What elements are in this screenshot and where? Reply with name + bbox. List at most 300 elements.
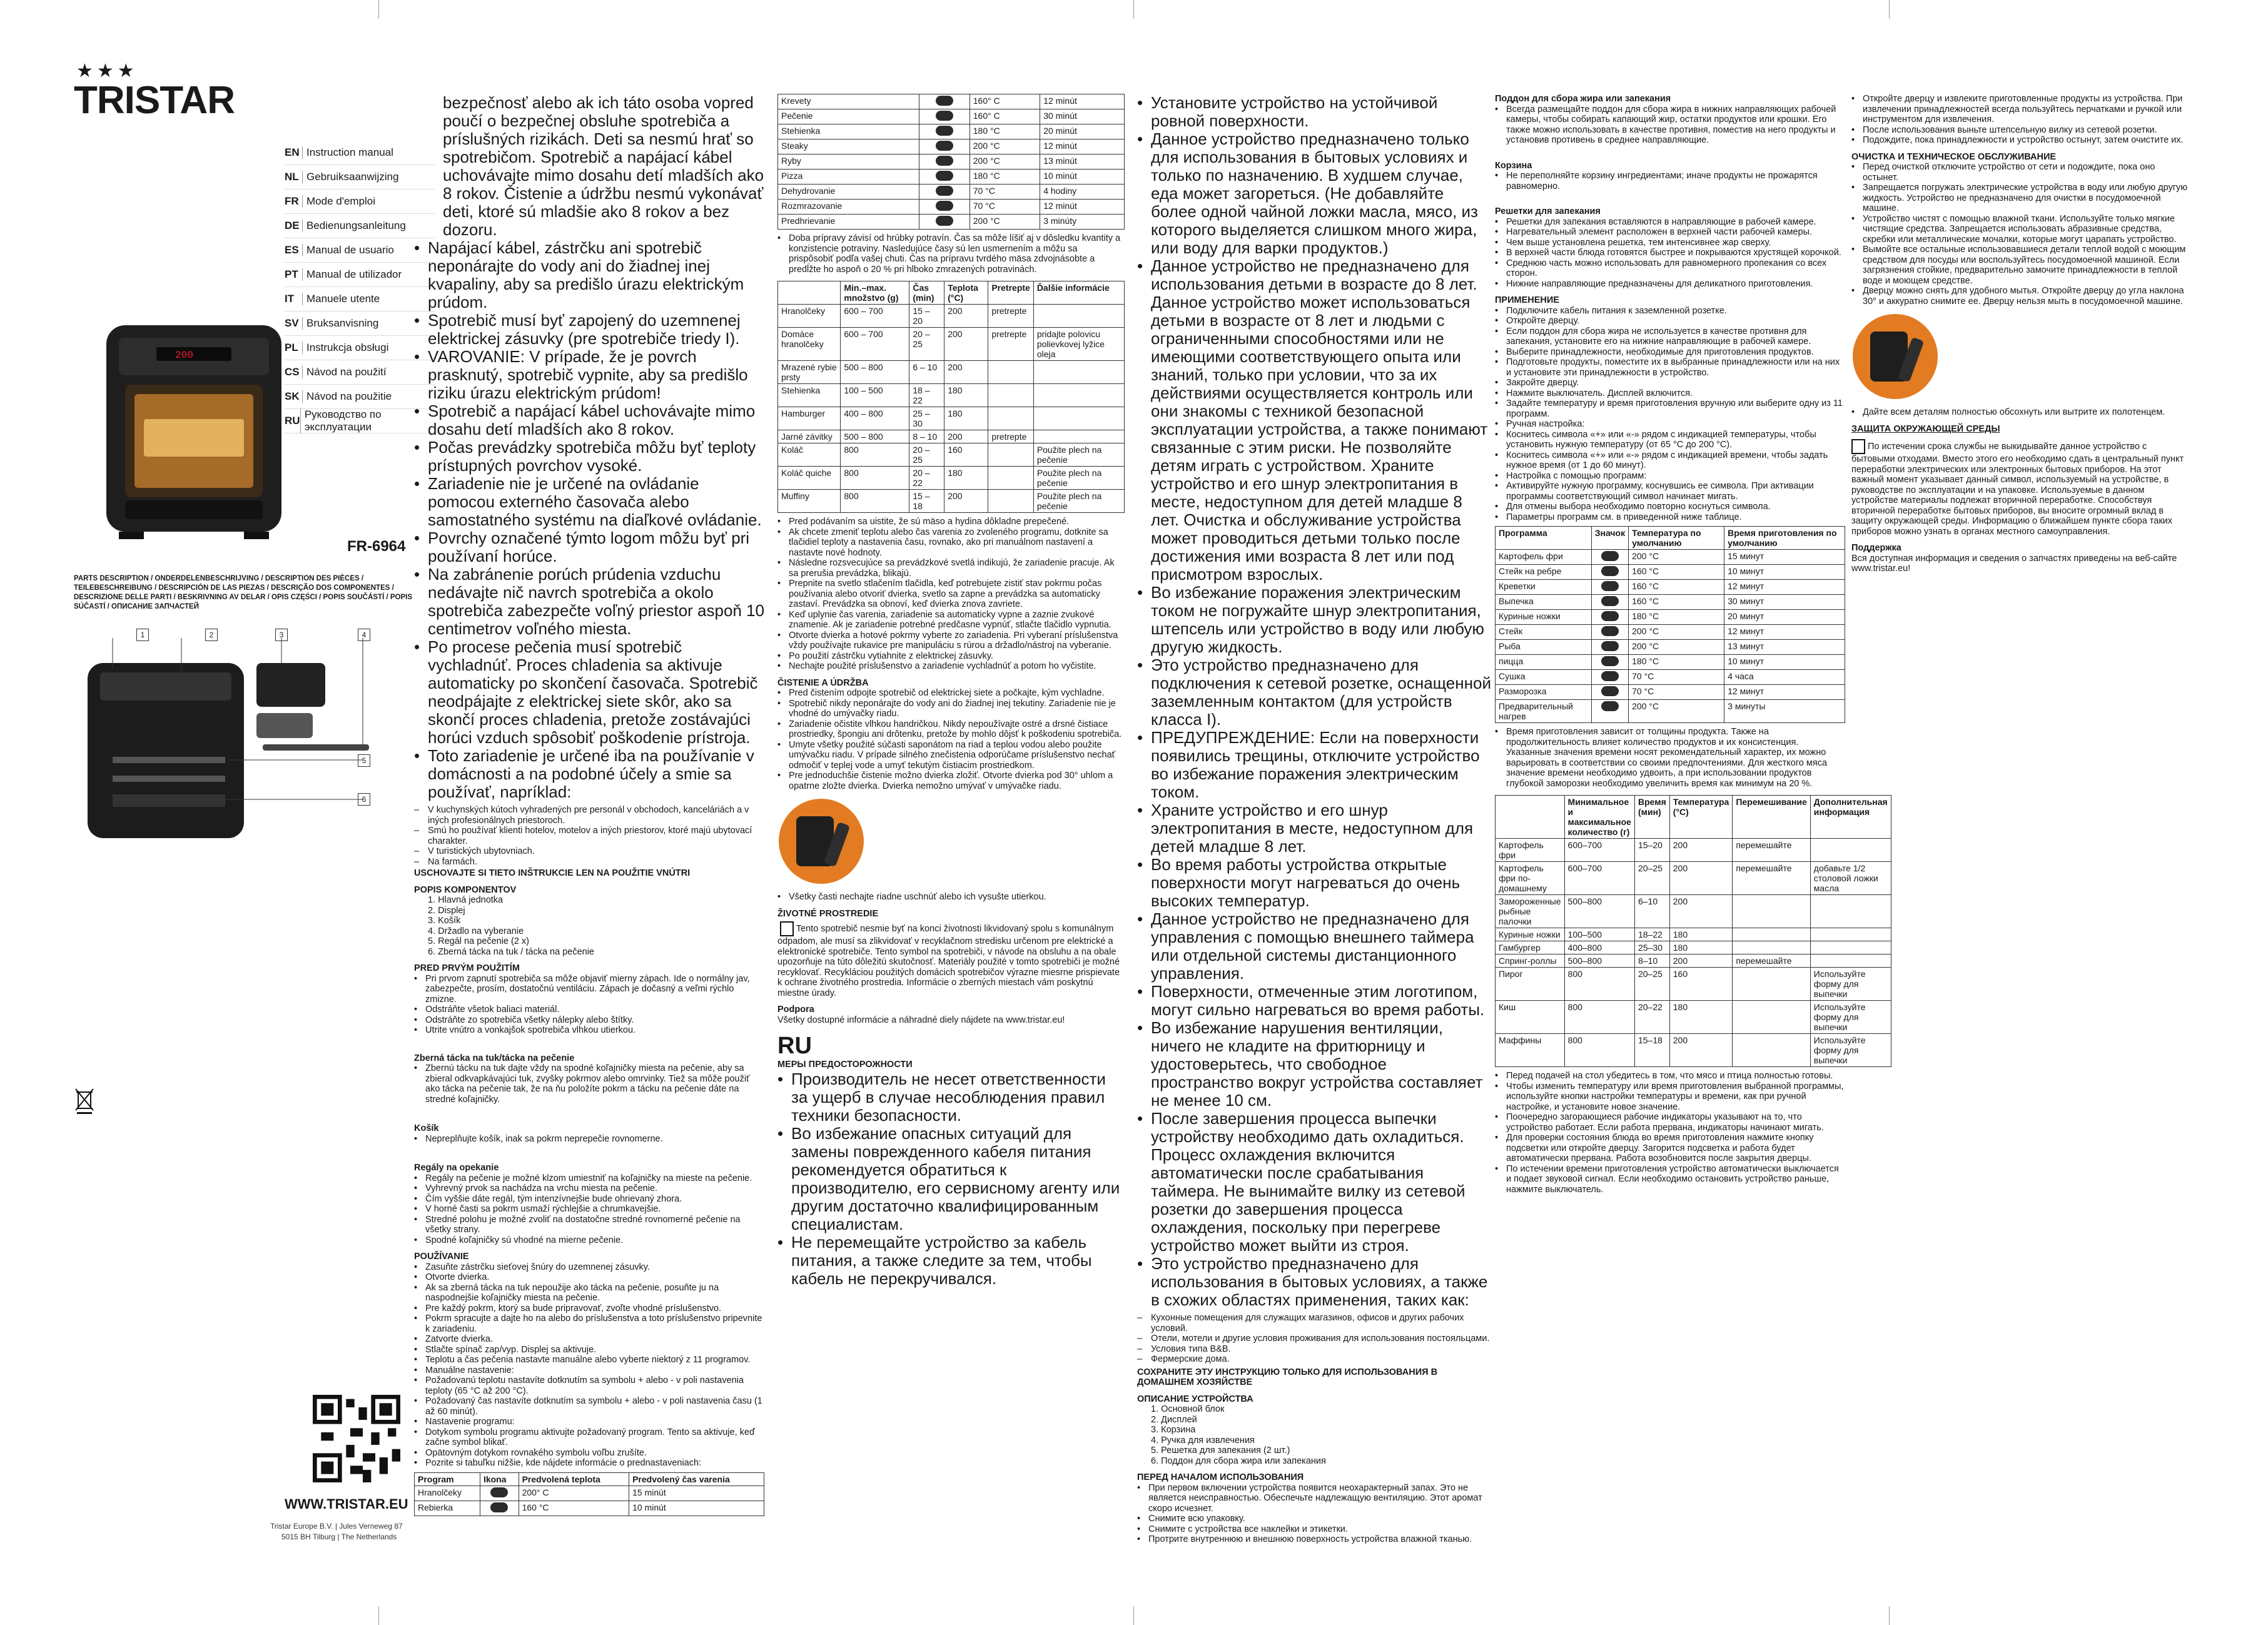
table-cell: 70 °C [1629,670,1724,685]
table-cell: 500–800 [1564,895,1634,928]
table-cell: Koláč quiche [778,467,841,490]
list-item: • По истечении времени приготовления устройство автоматически выключается и подает звуковой сигнал. Если необходимо остановить устройство раньше, нажмите выключатель. [1495,1164,1845,1195]
list-item: • Это устройство предназначено для подключения к сетевой розетке, оснащенной заземленным контактом (для устройств класса I). [1137,656,1494,729]
list-item: • Выберите принадлежности, необходимые для приготовления продуктов. [1495,347,1845,358]
table-cell: 25 – 30 [909,407,944,430]
table-cell: 20 – 22 [909,467,944,490]
table-cell: 160 °C [1629,580,1724,595]
table-cell: 160 °C [1629,595,1724,610]
language-label: Manual de utilizador [302,268,402,281]
callout-4: 4 [358,629,370,641]
list-item: • Pred čistením odpojte spotrebič od elektrickej siete a počkajte, kým vychladne. [777,688,1125,699]
table-cell: 180 °C [969,124,1040,139]
list-item: 5. Regál na pečenie (2 x) [428,936,530,946]
table-cell: Steaky [778,139,919,154]
table-row [1496,895,1891,928]
sk-clean-heading: ČISTENIE A ÚDRŽBA [777,677,869,688]
list-item: • Spotrebič nikdy neponárajte do vody ani do žiadnej inej tekutiny. Zariadenie nie je vhodné do umývačky riadu. [777,699,1125,719]
list-item: • Производитель не несет ответственности за ущерб в случае несоблюдения правил техники безопасности. [777,1070,1125,1125]
list-item: • Manuálne nastavenie: [414,1365,764,1376]
list-item: • Это устройство предназначено для использования в бытовых условиях, а также в схожих областях применения, таких как: [1137,1255,1494,1309]
table-header: Перемешивание [1733,796,1810,839]
table-cell: 20 – 25 [909,328,944,361]
table-cell: 15–20 [1634,839,1669,862]
table-row [1496,862,1891,895]
sk-use-heading: POUŽÍVANIE [414,1252,469,1262]
language-code: DE [285,220,300,231]
table-cell: 70 °C [969,200,1040,215]
ru-tray-heading: Поддон для сбора жира или запекания [1495,94,1671,104]
list-item: • Нагревательный элемент расположен в верхней части рабочей камеры. [1495,227,1845,238]
list-item: • Храните устройство и его шнур электропитания в месте, недоступном для детей младше 8 лет. [1137,801,1494,856]
table-row [778,430,1125,443]
table-cell [919,200,969,215]
table-cell: 20–25 [1634,968,1669,1001]
table-row [1496,565,1845,580]
table-cell: 200 [944,361,988,384]
table-cell: 200 °C [969,154,1040,170]
ru-parts-list [1137,1404,1494,1466]
table-cell: Стейк на ребре [1496,565,1592,580]
table-cell: Muffiny [778,490,841,513]
list-item: 4. Držadlo na vyberanie [428,926,524,936]
callout-5: 5 [358,754,370,767]
table-cell: 12 минут [1724,685,1845,700]
table-header: Ďalšie informácie [1033,281,1124,305]
list-item: • Данное устройство не предназначено для управления с помощью внешнего таймера или отдельной системы дистанционного управления. [1137,910,1494,983]
list-item: • После завершения процесса выпечки устройству необходимо дать охладиться. Процесс охлаждения включится автоматически после срабатывания таймера. Не вынимайте вилку из сетевой розетки до завершения процесса охлаждения, поскольку при перегреве устройство может выйти из строя. [1137,1110,1494,1255]
table-cell: 160 [944,443,988,467]
table-row [778,467,1125,490]
language-item [285,165,435,190]
list-item: • Umyte všetky použité súčasti saponátom na riad a teplou vodou alebo použite umývačku riadu. V prípade silného znečistenia odporúčame príslušenstvo nechať odmočiť v teplej vode a umyť tekutým čistiacim prostriedkom. [777,740,1125,771]
table-row [778,170,1125,185]
weee-bin-icon [1851,439,1865,454]
table-cell: Hamburger [778,407,841,430]
table-row [778,94,1125,109]
table-cell: 200 [1669,839,1733,862]
table-cell [919,109,969,124]
list-item: 6. Zberná tácka na tuk / tácka na pečenie [428,946,594,957]
list-item: • Активируйте нужную программу, коснувшись ее символа. При активации программы соответствующий символ начинает мигать. [1495,481,1845,502]
table-header: Teplota (°C) [944,281,988,305]
ru-section-title: RU [777,1033,812,1059]
table-cell: 20 минут [1724,610,1845,625]
list-item: • VAROVANIE: V prípade, že je povrch prasknutý, spotrebič vypnite, aby sa predišlo riziku úrazu elektrickým prúdom! [414,348,764,402]
list-item: • Nechajte použité príslušenstvo a zariadenie vychladnúť a potom ho vyčistite. [777,661,1125,672]
table-header [778,281,841,305]
list-item: • Снимите всю упаковку. [1137,1514,1494,1524]
table-cell: 600 – 700 [841,328,909,361]
list-item: • Ручная настройка: [1495,419,1845,430]
language-code: EN [285,146,300,158]
list-item: • Otvorte dvierka a hotové pokrmy vyberte zo zariadenia. Pri vyberaní príslušenstva vždy používajte rukavice pre manipuláciu s rúrou a držadlo/nástroj na vyberanie. [777,630,1125,651]
ru-parts-heading: ОПИСАНИЕ УСТРОЙСТВА [1137,1394,1253,1404]
table-cell [1033,384,1124,407]
table-cell: pretrepte [988,328,1033,361]
table-row [778,200,1125,215]
list-item: • Zariadenie nie je určené na ovládanie pomocou externého časovača alebo samostatného systému na diaľkové ovládanie. [414,475,764,529]
table-row [778,124,1125,139]
address-line-2: 5015 BH Tilburg | The Netherlands [281,1532,397,1541]
table-header: Ikona [480,1472,519,1486]
table-cell: Используйте форму для выпечки [1810,968,1891,1001]
table-row [778,154,1125,170]
program-icon [1601,566,1619,576]
list-item: • Ak chcete zmeniť teplotu alebo čas varenia zo zvoleného programu, dotknite sa tlačidiel teploty a nastavenia času, rovnako, ako pri manuálnom nastavení a nastavte nové hodnoty. [777,527,1125,559]
program-icon [1601,656,1619,666]
list-item: • Данное устройство предназначено только для использования в бытовых условиях и только по назначению. В худшем случае, еда может загореться. (Не добавляйте более одной чайной ложки масла, мясо, из которого выделяется слишком много жира, или воду для варки продуктов.) [1137,130,1494,257]
table-row [415,1501,764,1516]
list-item: – Отели, мотели и другие условия проживания для использования постояльцами. [1137,1334,1494,1344]
program-icon [490,1487,508,1497]
sk-keep-heading: USCHOVAJTE SI TIETO INŠTRUKCIE LEN NA POUŽITIE VNÚTRI [414,868,691,878]
table-cell: 200 °C [969,215,1040,230]
program-icon [1601,671,1619,681]
language-item [285,214,435,238]
list-item: • Ak sa zberná tácka na tuk nepoužije ako tácka na pečenie, posuňte ju na naspodnejšie koľajničky miesta na pečenie. [414,1283,764,1304]
table-cell [480,1486,519,1501]
table-cell [480,1501,519,1516]
table-cell: 200 °C [1629,625,1724,640]
list-item: • Spotrebič a napájací kábel uchovávajte mimo dosahu detí mladších ako 8 rokov. [414,402,764,438]
table-cell: Киш [1496,1001,1565,1034]
language-item [285,263,435,287]
table-cell: Картофель фри по-домашнему [1496,862,1565,895]
ru-env-heading: ЗАЩИТА ОКРУЖАЮЩЕЙ СРЕДЫ [1851,423,2000,434]
table-row [415,1486,764,1501]
table-cell: 200 [944,305,988,328]
program-icon [1601,611,1619,621]
program-icon [936,186,953,196]
table-cell: Koláč [778,443,841,467]
program-icon [936,126,953,136]
sk-env-body: Tento spotrebič nesmie byť na konci životnosti likvidovaný spolu s komunálnym odpadom, ale musí sa zlikvidovať v recyklačnom stredisku určenom pre elektrické a elektronické spotrebiče. Tento symbol na spotrebiči, v návode na obsluhu a na obale upozorňuje na túto dôležitú skutočnosť. Materiály použité v tomto spotrebiči je možné recyklovať. Recykláciou použitých domácich spotrebičov výrazne miesrne prispievate k ochrane životného prostredia. Informácie o zberných miestach vám poskytnú miestne úrady. [777,923,1120,998]
sk-dash-list [414,805,764,867]
table-cell [1033,361,1124,384]
table-cell: 200 °C [1629,640,1724,655]
list-item: • Regály na pečenie je možné klzom umiestniť na koľajničky na mieste na pečenie. [414,1173,764,1184]
table-row [1496,1001,1891,1034]
table-cell: 6 – 10 [909,361,944,384]
table-cell: Куриные ножки [1496,928,1565,941]
list-item: • Zbernú tácku na tuk dajte vždy na spodné koľajničky miesta na pečenie, aby sa zbieral odkvapkávajúci tuk, zvyšky pokrmov alebo omrvinky. Tiež sa môže použiť ako tácka na pečenie tak, že na ňu položíte pokrm a tácku na pečenie dáte na stredné koľajničky. [414,1063,764,1105]
table-cell: 600–700 [1564,839,1634,862]
language-code: RU [285,415,300,427]
language-item [285,336,435,360]
table-cell: 200 [1669,954,1733,968]
list-item: • Откройте дверцу. [1495,316,1845,327]
website[interactable]: WWW.TRISTAR.EU [285,1496,408,1512]
ru-tray-list [1495,104,1845,146]
table-cell: 180 [1669,928,1733,941]
table-cell: pretrepte [988,430,1033,443]
table-cell [1033,305,1124,328]
ru-use-list [1495,306,1845,523]
table-row [1496,954,1891,968]
list-item: • Подготовьте продукты, поместите их в выбранные принадлежности или на них и установите эти принадлежности в устройство. [1495,357,1845,378]
table-cell: 500 – 800 [841,430,909,443]
table-cell: 180 [944,407,988,430]
table-cell: 200° C [519,1486,629,1501]
program-icon [936,96,953,106]
language-code: ES [285,244,299,256]
table-cell: 800 [1564,968,1634,1001]
list-item: 6. Поддон для сбора жира или запекания [1151,1455,1326,1466]
list-item: • Вымойте все остальные использовавшиеся детали теплой водой с моющим средством для посуды или воспользуйтесь посудомоечной машиной. Если загрязнения стойкие, предварительно замочите принадлежности в теплой воде и моющем средстве. [1851,245,2189,286]
sk-operation-list [777,517,1125,672]
list-item: • V horné časti sa pokrm usmaží rýchlejšie a chrumkavejšie. [414,1204,764,1215]
table-cell: Dehydrovanie [778,185,919,200]
program-icon [490,1502,508,1512]
sk-racks-heading: Regály na opekanie [414,1163,499,1173]
ru-dash-list [1137,1313,1494,1365]
ru-basket-list [1495,171,1845,191]
parts-heading: PARTS DESCRIPTION / ONDERDELENBESCHRIJVING / DESCRIPTION DES PIÈCES / TEILEBESCHREIBUNG / DESCRIPCIÓN DE LAS PIEZAS / DESCRIÇÃO DOS COMPONENTES / DESCRIZIONE DELLE PARTI / BESKRIVNING AV DELAR / OPIS CZĘŚCI / POPIS SOUČÁSTÍ / POPIS SÚČASTÍ / ОПИСАНИЕ ЗАПЧАСТЕЙ [74,575,412,610]
language-code: SV [285,317,299,329]
table-cell: 15 – 18 [909,490,944,513]
ru-use-heading: ПРИМЕНЕНИЕ [1495,295,1559,305]
table-row [778,407,1125,430]
table-cell: 800 [841,443,909,467]
list-item: • Pokrm spracujte a dajte ho na alebo do príslušenstva a toto príslušenstvo pripevnite k zariadeniu. [414,1314,764,1334]
table-header: Predvolený čas varenia [629,1472,764,1486]
list-item: • Поверхности, отмеченные этим логотипом, могут сильно нагреваться во время работы. [1137,983,1494,1019]
table-cell: добавьте 1/2 столовой ложки масла [1810,862,1891,895]
list-item: • Pre každý pokrm, ktorý sa bude pripravovať, zvoľte vhodné príslušenstvo. [414,1304,764,1314]
list-item: • Подождите, пока принадлежности и устройство остынут, затем очистите их. [1851,135,2189,146]
table-cell: 30 минут [1724,595,1845,610]
table-row [778,384,1125,407]
language-item [285,287,435,311]
table-cell: Krevety [778,94,919,109]
table-cell: перемешайте [1733,862,1810,895]
qr-code [313,1395,400,1482]
list-item: • Počas prevádzky spotrebiča môžu byť teploty prístupných povrchov vysoké. [414,438,764,475]
table-cell: 20 minút [1040,124,1125,139]
table-cell: Выпечка [1496,595,1592,610]
table-cell: 3 минуты [1724,700,1845,723]
table-cell [1733,1001,1810,1034]
list-item: • Pre jednoduchšie čistenie možno dvierka zložiť. Otvorte dvierka pod 30° uhlom a opatrne zložte dvierka. Dvierka nemožno umývať v umývačke riadu. [777,771,1125,791]
table-row [778,305,1125,328]
product-image [81,313,306,550]
list-item: • Коснитесь символа «+» или «-» рядом с индикацией температуры, чтобы установить нужную температуру (от 65 °C до 200 °C). [1495,430,1845,450]
language-item [285,238,435,263]
list-item: • Zasuňte zástrčku sieťovej šnúry do uzemnenej zásuvky. [414,1262,764,1273]
table-cell: 180 °C [1629,610,1724,625]
list-item: • Нажмите выключатель. Дисплей включится. [1495,388,1845,399]
language-item [285,190,435,214]
sk-parts-list [414,895,764,957]
table-cell: 15–18 [1634,1034,1669,1067]
weee-bin-icon [74,1087,95,1115]
list-item: • Požadovanú teplotu nastavíte dotknutím sa symbolu + alebo - v poli nastavenia teploty (65 °C až 200 °C). [414,1375,764,1396]
language-label: Instrukcja obsługi [302,342,388,354]
ru-safety-list-b [1137,94,1494,1309]
table-row [1496,1034,1891,1067]
table-cell: 180 [1669,941,1733,954]
table-cell: 500 – 800 [841,361,909,384]
ru-support-heading: Поддержка [1851,543,1901,553]
ru-clean-after: • Дайте всем деталям полностью обсохнуть или вытрите их полотенцем. [1851,407,2189,418]
program-icon [936,156,953,166]
table-cell [988,467,1033,490]
table-cell: Predhrievanie [778,215,919,230]
language-code: CS [285,366,300,378]
list-item: • Чем выше установлена решетка, тем интенсивнее жар сверху. [1495,238,1845,248]
column-sk-2 [777,94,1125,1595]
table-cell: Použite plech na pečenie [1033,467,1124,490]
list-item: • Откройте дверцу и извлеките приготовленные продукты из устройства. При извлечении принадлежностей всегда пользуйтесь перчатками и ручкой или инструментом для извлечения. [1851,94,2189,125]
sk-first-use-heading: PRED PRVÝM POUŽITÍM [414,963,520,973]
ru-basket-heading: Корзина [1495,160,1532,171]
table-cell [1591,610,1628,625]
table-header: Pretrepte [988,281,1033,305]
table-cell [1733,968,1810,1001]
program-icon [1601,596,1619,606]
table-cell: Креветки [1496,580,1592,595]
address-line-1: Tristar Europe B.V. | Jules Verneweg 87 [270,1522,403,1531]
table-cell [1733,1034,1810,1067]
callout-2: 2 [205,629,218,641]
list-item: • Установите устройство на устойчивой ровной поверхности. [1137,94,1494,130]
ru-safety-list-a [777,1070,1125,1288]
table-cell: Hranolčeky [415,1486,480,1501]
sk-safety-cont: bezpečnosť alebo ak ich táto osoba vopred poučí o bezpečnej obsluhe spotrebiča a príslušných rizikách. Deti sa nesmú hrať so spotrebičom. Spotrebič a napájací kábel uchovávajte mimo dosahu detí mladších ako 8 rokov. Čistenie a údržbu nesmú vykonávať deti, ktoré sú mladšie ako 8 rokov a bez dozoru. [443,93,764,239]
language-label: Návod na použitie [302,390,392,403]
table-cell: Замороженные рыбные палочки [1496,895,1565,928]
language-label: Bedienungsanleitung [302,220,406,232]
table-cell: 25–30 [1634,941,1669,954]
table-cell: Stehienka [778,124,919,139]
list-item: • Снимите с устройства все наклейки и этикетки. [1137,1524,1494,1535]
table-cell: 20 – 25 [909,443,944,467]
table-cell [1591,655,1628,670]
list-item: • Для отмены выбора необходимо повторно коснуться символа. [1495,502,1845,512]
list-item: • Následne rozsvecujúce sa prevádzkové svetlá indikujú, že zariadenie pracuje. Ak sa prerušia prevádzka, blikajú. [777,558,1125,579]
list-item: • При первом включении устройства появится неохарактерный запах. Это не является неисправностью. Обеспечьте надлежащую вентиляцию. Этот аромат скоро исчезнет. [1137,1483,1494,1514]
list-item: • Odstráňte zo spotrebiča všetky nálepky alebo štítky. [414,1015,764,1026]
table-cell [988,490,1033,513]
table-cell: 200 [1669,1034,1733,1067]
ru-support-text: Вся доступная информация и сведения о запчастях приведены на веб-сайте www.tristar.eu! [1851,553,2177,574]
list-item: • Napájací kábel, zástrčku ani spotrebič neponárajte do vody ani do žiadnej inej kvapaliny, aby sa predišlo úrazu elektrickým prúdom. [414,239,764,311]
list-item: • Teplotu a čas pečenia nastavte manuálne alebo vyberte niektorý z 11 programov. [414,1355,764,1365]
table-cell: Hranolčeky [778,305,841,328]
table-row [1496,610,1845,625]
list-item: • Чтобы изменить температуру или время приготовления выбранной программы, используйте кнопки настройки температуры и времени, как при ручной настройке, и установите новое значение. [1495,1081,1845,1113]
list-item: • Stlačte spínač zap/vyp. Displej sa aktivuje. [414,1345,764,1355]
callout-3: 3 [275,629,288,641]
list-item: • Не переполняйте корзину ингредиентами; иначе продукты не прожарятся равномерно. [1495,171,1845,191]
program-icon [936,111,953,121]
language-code: FR [285,195,299,207]
table-header [1496,796,1565,839]
table-cell: 18–22 [1634,928,1669,941]
brand-logo [74,60,235,122]
table-cell: Предварительный нагрев [1496,700,1592,723]
list-item: – V kuchynských kútoch vyhradených pre personál v obchodoch, kanceláriách a v iných profesionálnych priestoroch. [414,805,764,826]
table-row [1496,550,1845,565]
table-cell: 15 minút [629,1486,764,1501]
table-cell: 200 [1669,895,1733,928]
list-item: 2. Displej [428,905,465,916]
table-header: Минимальное и максимальное количество (г) [1564,796,1634,839]
table-cell: 200 [944,490,988,513]
table-cell: Стейк [1496,625,1592,640]
list-item: – Na farmách. [414,857,764,868]
table-row [1496,595,1845,610]
table-cell: Jarné závitky [778,430,841,443]
sk-safety-list [414,239,764,801]
table-cell: 100 – 500 [841,384,909,407]
language-label: Instruction manual [302,146,393,159]
language-item [285,141,435,165]
table-row [1496,625,1845,640]
table-cell: 180 °C [1629,655,1724,670]
table-cell: Mrazené rybie prsty [778,361,841,384]
list-item: – Кухонные помещения для служащих магазинов, офисов и других рабочих условий. [1137,1313,1494,1334]
sk-basket-heading: Košík [414,1123,439,1133]
program-icon [1601,581,1619,591]
table-header: Время приготовления по умолчанию [1724,527,1845,550]
ru-clean-list [1851,162,2189,306]
list-item: 1. Основной блок [1151,1404,1225,1414]
table-cell: Pizza [778,170,919,185]
table-cell: 160 °C [519,1501,629,1516]
list-item: • Po použití zástrčku vytiahnite z elektrickej zásuvky. [777,651,1125,662]
table-cell: Domáce hranolčeky [778,328,841,361]
program-icon [936,216,953,226]
sk-tray-heading: Zberná tácka na tuk/tácka na pečenie [414,1053,575,1063]
list-item: • Задайте температуру и время приготовления вручную или выберите одну из 11 программ. [1495,398,1845,419]
table-row [778,443,1125,467]
language-item [285,385,435,409]
table-cell [1591,580,1628,595]
list-item: • Prepnite na svetlo stlačením tlačidla, keď potrebujete zistiť stav pokrmu počas používania alebo otvoriť dvierka, svetlo sa zapne a prevádzka sa automaticky zastaví. Prevádzka sa obnoví, keď dvierka znova zavriete. [777,579,1125,610]
table-row [1496,700,1845,723]
table-cell [1591,595,1628,610]
table-cell: 4 часа [1724,670,1845,685]
table-cell [1033,407,1124,430]
table-cell: 200 [944,430,988,443]
sk-time-note: • Doba prípravy závisí od hrúbky potravín. Čas sa môže líšiť aj v dôsledku kvantity a konzistencie potraviny. Nasledujúce časy sú len usmernením a môžu sa prispôsobiť podľa vašej chuti. Čas na prípravu tvrdého mäsa zdvojnásobte a predĺžte ho aspoň o 20 % pri hlboko zmrazených potravinách. [777,233,1125,275]
parts-diagram [75,625,388,857]
table-cell: 4 hodiny [1040,185,1125,200]
ru-racks-heading: Решетки для запекания [1495,206,1601,216]
list-item: • Во избежание опасных ситуаций для замены поврежденного кабеля питания рекомендуется обратиться к производителю, его сервисному агенту или другим достаточно квалифицированным специалистам. [777,1125,1125,1233]
table-row [778,185,1125,200]
table-cell: 20–22 [1634,1001,1669,1034]
list-item: – Условия типа B&B. [1137,1344,1494,1355]
list-item: • Данное устройство не предназначено для использования детьми в возрасте до 8 лет. Данное устройство может использоваться детьми в возрасте от 8 лет и людьми с ограниченными способностями или не имеющими соответствующего опыта или знаний, только при условии, что за их действиями осуществляется контроль или они знакомы с техникой безопасной эксплуатации устройства, а также понимают связанные с этим риски. Не позволяйте детям играть с устройством. Храните устройство и его шнур электропитания в месте, недоступном для детей младше 8 лет. Очистка и обслуживание устройства может проводиться детьми только после достижения ими возраста 8 лет или под присмотром взрослых. [1137,257,1494,584]
sk-first-use-list [414,974,764,1036]
list-item: • Запрещается погружать электрические устройства в воду или любую другую жидкость. Устройство не предназначено для очистки в посудомоечной машине. [1851,183,2189,214]
table-cell: 600 – 700 [841,305,909,328]
sk-support-heading: Podpora [777,1005,814,1015]
table-cell [1591,625,1628,640]
list-item: • Нижние направляющие предназначены для деликатного приготовления. [1495,279,1845,290]
table-header: Время (мин) [1634,796,1669,839]
table-row [1496,580,1845,595]
list-item: • Utrite vnútro a vonkajšok spotrebiča vlhkou utierkou. [414,1025,764,1036]
language-code: SK [285,390,300,402]
language-code: PL [285,342,298,353]
program-icon [1601,551,1619,561]
weee-bin-icon [780,921,794,936]
table-cell: Použite plech na pečenie [1033,490,1124,513]
